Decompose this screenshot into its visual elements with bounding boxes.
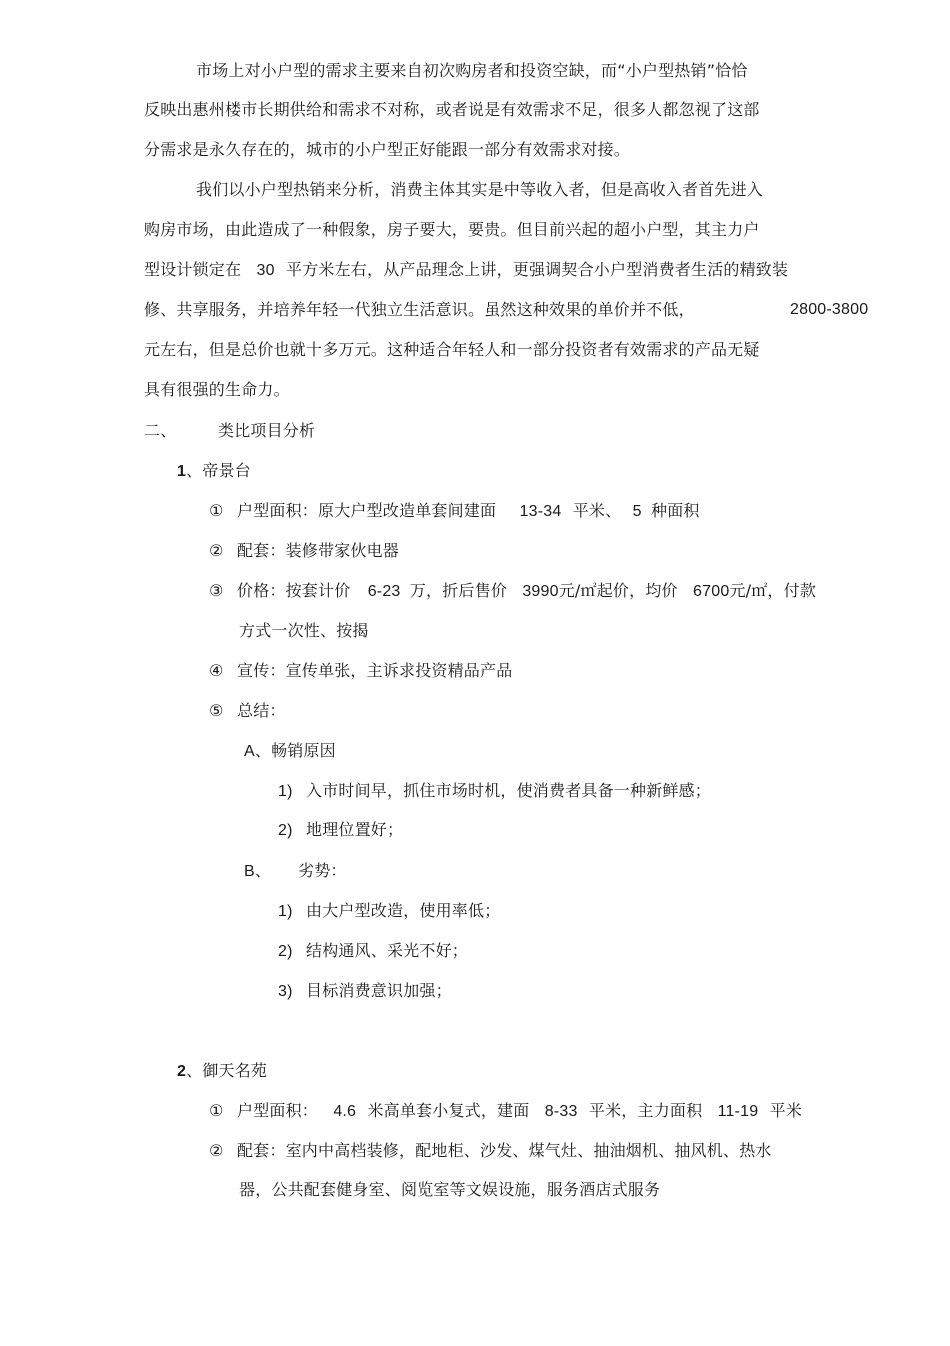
group-b-item-3	[278, 980, 452, 1003]
project-2-separator: 、	[186, 1061, 203, 1080]
text-segment: 户型面积：	[237, 1101, 319, 1120]
average-price: 6700	[693, 583, 730, 600]
group-a-title: 畅销原因	[271, 741, 336, 760]
text-segment: 平米、	[572, 501, 622, 520]
area-range: 8-33	[544, 1103, 578, 1120]
circled-number: ②	[209, 541, 224, 560]
height-value: 4.6	[333, 1103, 357, 1120]
list-number: 2)	[278, 822, 293, 839]
section-2-marker: 二、	[144, 421, 177, 440]
text-segment: 万，折后售价	[409, 581, 508, 600]
list-text: 地理位置好；	[306, 820, 404, 839]
project-2-item-1	[209, 1100, 802, 1123]
project-1-item-5	[209, 700, 286, 722]
circled-number: ④	[209, 661, 224, 680]
paragraph-1-line-3: 分需求是永久存在的，城市的小户型正好能跟一部分有效需求对接。	[144, 140, 631, 159]
text-segment: 总结：	[237, 701, 286, 720]
list-text: 结构通风、采光不好；	[306, 941, 469, 960]
list-text: 目标消费意识加强；	[306, 981, 452, 1000]
group-b-title: 劣势：	[298, 861, 347, 880]
list-number: 3)	[278, 983, 293, 1000]
group-a-item-1	[278, 780, 711, 803]
paragraph-2-line-4	[144, 299, 695, 321]
list-text: 入市时间早，抓住市场时机，使消费者具备一种新鲜感；	[306, 781, 712, 800]
price-range: 6-23	[367, 583, 401, 600]
project-2-item-2	[209, 1140, 772, 1162]
group-b-marker: B、	[244, 863, 272, 880]
circled-number: ①	[209, 501, 224, 520]
project-2-heading	[177, 1060, 267, 1083]
text-segment: 平米	[769, 1101, 803, 1120]
project-1-heading	[177, 460, 251, 483]
paragraph-1-line-1: 市场上对小户型的需求主要来自初次购房者和投资空缺，而“小户型热销”恰恰	[196, 61, 748, 80]
paragraph-2-line-3	[144, 259, 788, 282]
project-1-item-4	[209, 660, 512, 682]
text-segment: 户型面积：原大户型改造单套间建面	[237, 501, 497, 520]
price-range-value: 2800-3800	[790, 301, 869, 318]
area-range: 13-34	[519, 503, 562, 520]
project-1-item-2	[209, 540, 399, 562]
text-segment: 元/㎡起价，均价	[558, 581, 678, 600]
paragraph-1-line-2: 反映出惠州楼市长期供给和需求不对称，或者说是有效需求不足，很多人都忽视了这部	[144, 100, 760, 119]
list-number: 1)	[278, 903, 293, 920]
main-area-range: 11-19	[717, 1103, 759, 1120]
group-a-marker: A、	[244, 743, 272, 760]
text-segment: 价格：按套计价	[237, 581, 351, 600]
project-1-item-3	[209, 580, 816, 603]
text-segment: 配套：装修带家伙电器	[237, 541, 400, 560]
text-segment: 平米，主力面积	[588, 1101, 703, 1120]
circled-number: ②	[209, 1141, 224, 1160]
text-segment: 型设计锁定在	[144, 260, 242, 279]
circled-number: ③	[209, 581, 224, 600]
project-1-item-1	[209, 500, 700, 523]
group-b-item-2	[278, 940, 468, 963]
group-a-heading	[244, 740, 336, 763]
paragraph-2-line-6: 具有很强的生命力。	[144, 380, 290, 399]
count-value: 5	[632, 503, 642, 520]
text-segment: 修、共享服务，并培养年轻一代独立生活意识。虽然这种效果的单价并不低，	[144, 300, 695, 319]
text-segment: 元/㎡，付款	[729, 581, 817, 600]
group-b-heading	[244, 860, 347, 883]
project-1-number: 1	[177, 463, 187, 480]
project-2-number: 2	[177, 1063, 187, 1080]
list-number: 1)	[278, 783, 293, 800]
text-segment: 种面积	[651, 501, 700, 520]
list-number: 2)	[278, 943, 293, 960]
text-segment: 米高单套小复式，建面	[367, 1101, 530, 1120]
circled-number: ⑤	[209, 701, 224, 720]
section-2-title: 类比项目分析	[218, 421, 316, 440]
group-a-item-2	[278, 819, 403, 842]
area-value: 30	[256, 262, 275, 279]
circled-number: ①	[209, 1101, 224, 1120]
paragraph-2-line-1: 我们以小户型热销来分析，消费主体其实是中等收入者，但是高收入者首先进入	[196, 180, 764, 199]
text-segment: 配套：室内中高档装修，配地柜、沙发、煤气灶、抽油烟机、抽风机、热水	[237, 1141, 772, 1160]
project-2-item-2-continued: 器，公共配套健身室、阅览室等文娱设施，服务酒店式服务	[239, 1180, 661, 1199]
project-1-name: 帝景台	[202, 461, 251, 480]
text-segment: 宣传：宣传单张，主诉求投资精品产品	[237, 661, 513, 680]
list-text: 由大户型改造，使用率低；	[306, 901, 501, 920]
project-1-item-3-continued: 方式一次性、按揭	[239, 621, 369, 640]
project-1-separator: 、	[186, 461, 203, 480]
group-b-item-1	[278, 900, 500, 923]
paragraph-2-line-2: 购房市场，由此造成了一种假象，房子要大，要贵。但目前兴起的超小户型，其主力户	[144, 220, 760, 239]
project-2-name: 御天名苑	[202, 1061, 268, 1080]
start-price: 3990	[522, 583, 559, 600]
paragraph-2-line-5: 元左右，但是总价也就十多万元。这种适合年轻人和一部分投资者有效需求的产品无疑	[144, 340, 760, 359]
text-segment: 平方米左右，从产品理念上讲，更强调契合小户型消费者生活的精致装	[286, 260, 789, 279]
